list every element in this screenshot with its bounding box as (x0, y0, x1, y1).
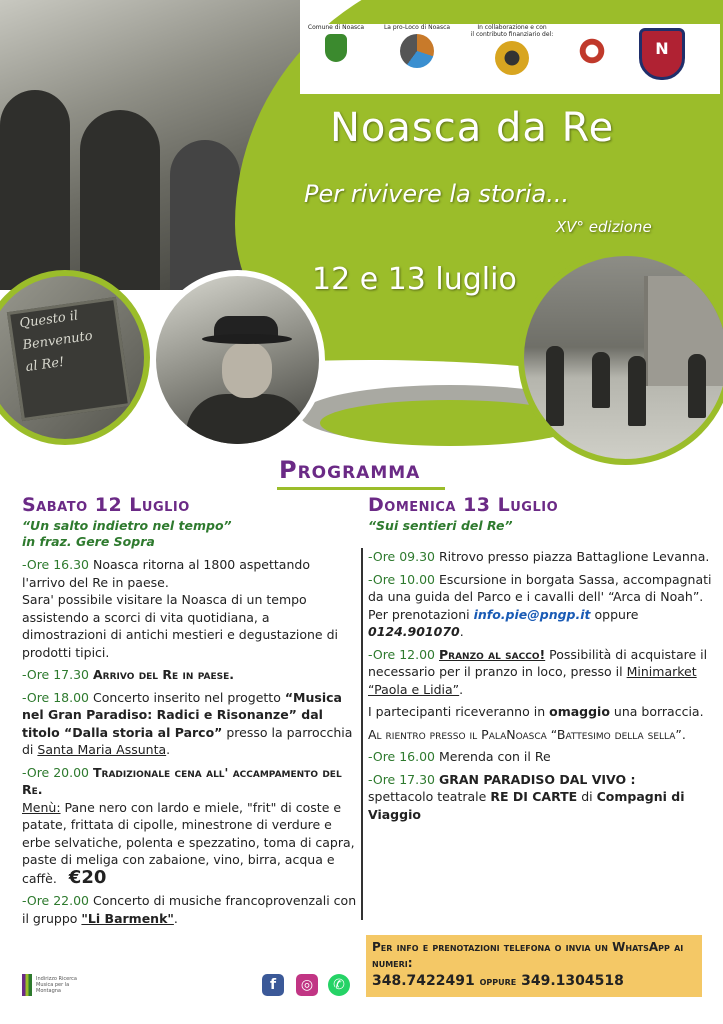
logo-caption: In collaborazione e con il contributo finanziario del: (470, 24, 554, 38)
person-silhouette (628, 356, 646, 426)
info-box (366, 935, 702, 997)
event-title: Noasca da Re (330, 105, 615, 151)
item-text: Tradizionale cena all' accampamento del Re. (22, 764, 342, 797)
item-text: Ritrovo presso piazza Battaglione Levanna. (439, 549, 710, 564)
punctuation: . (166, 742, 171, 757)
rose-emblem-icon (575, 34, 609, 68)
item-text: Arrivo del Re in paese. (93, 667, 235, 682)
company-name: Compagni di Viaggio (368, 789, 685, 822)
item-time: -Ore 18.00 (22, 689, 90, 705)
sunday-theme: “Sui sentieri del Re” (368, 518, 513, 533)
logo-parco (462, 24, 562, 75)
heading-underline (277, 487, 445, 490)
gift-word: omaggio (549, 704, 610, 719)
programma-heading: Programma (279, 456, 421, 484)
lunch-title: Pranzo al sacco! (439, 646, 546, 662)
item-text: I partecipanti riceveranno in (368, 704, 546, 719)
shop-name: Minimarket “Paola e Lidia” (368, 664, 697, 697)
item-text: spettacolo teatrale (368, 789, 487, 804)
punctuation: . (459, 681, 464, 697)
menu-item (22, 799, 357, 888)
item-text: Concerto inserito nel progetto (93, 689, 281, 705)
person-silhouette (546, 346, 564, 426)
phone-number[interactable]: 348.7422491 (372, 973, 475, 989)
shield-n-icon: N (639, 28, 685, 80)
person-silhouette (592, 352, 610, 408)
person-silhouette (688, 354, 706, 418)
item-time: -Ore 20.00 (22, 764, 90, 780)
info-phones (372, 971, 696, 991)
schedule-item (22, 666, 357, 684)
instagram-icon[interactable]: ◎ (296, 974, 318, 996)
concert-title: “Musica nel Gran Paradiso: Radici e Risonanze” dal titolo “Dalla storia al Parco” (22, 689, 342, 740)
item-text: Sara' possibile visitare la Noasca di un tempo assistendo a scorci di vita quotidiana, a dimostrazioni di antichi mestieri e degustazione di prodotti tipici. (22, 592, 338, 660)
item-text: Possibilità di acquistare il necessario per il pranzo in loco, presso il (368, 646, 708, 679)
item-time: -Ore 17.30 (368, 771, 436, 787)
schedule-item (22, 689, 357, 759)
schedule-item (368, 571, 716, 641)
schedule-item (368, 646, 716, 699)
item-text: Merenda con il Re (439, 749, 551, 764)
building (644, 276, 723, 386)
king-face (222, 342, 272, 398)
municipal-crest-icon (325, 34, 347, 62)
schedule-note (368, 726, 716, 744)
item-time: -Ore 16.30 (22, 557, 90, 572)
event-edition: XV° edizione (556, 218, 652, 236)
band-name: "Li Barmenk" (81, 910, 174, 926)
logo-proloco (382, 24, 452, 68)
figure-silhouette (170, 140, 240, 290)
item-time: -Ore 22.00 (22, 893, 90, 908)
facebook-icon[interactable]: f (262, 974, 284, 996)
item-text: Concerto di musiche francoprovenzali con il gruppo (22, 893, 357, 926)
menu-text: Pane nero con lardo e miele, "frit" di coste e patate, frittata di cipolle, minestrone di verdure e erbe selvatiche, polenta e spezzatino, toma di capra, paste di meliga con zabaione, vino, birra, acqua e caffè. (22, 799, 355, 886)
board-line: Questo il (18, 308, 80, 332)
saturday-location: in fraz. Gere Sopra (22, 534, 155, 549)
schedule-note (368, 703, 716, 721)
sponsor-logos (300, 24, 720, 94)
figure-silhouette (80, 110, 160, 290)
footer-logo-text: Indirizzo Ricerca Musica per la Montagna (36, 976, 77, 994)
logo-bars-icon (22, 974, 32, 996)
schedule-item (22, 556, 357, 661)
item-text: oppure (594, 606, 639, 622)
punctuation: . (459, 624, 464, 639)
item-time: -Ore 09.30 (368, 549, 436, 564)
show-title: RE DI CARTE (490, 789, 578, 804)
info-text: Per info e prenotazioni telefona o invia un WhatsApp ai numeri: (372, 940, 684, 970)
logo-caption: Comune di Noasca (307, 24, 365, 31)
booking-email-link[interactable]: info.pie@pngp.it (473, 606, 591, 622)
info-or: oppure (479, 974, 517, 988)
item-text: Noasca ritorna al 1800 aspettando l'arrivo del Re in paese. (22, 557, 310, 590)
logo-rose (572, 24, 612, 68)
sunday-column (368, 492, 716, 823)
menu-label: Menù: (22, 799, 61, 815)
saturday-theme: “Un salto indietro nel tempo” (22, 518, 232, 533)
show-series: GRAN PARADISO DAL VIVO : (439, 771, 636, 787)
venue-name: Santa Maria Assunta (37, 742, 167, 757)
schedule-item (368, 771, 716, 824)
footer-logo (22, 970, 82, 1000)
logo-caption: La pro-Loco di Noasca (383, 24, 451, 31)
item-time: -Ore 10.00 (368, 571, 436, 587)
saturday-title: Sabato 12 Luglio (22, 494, 190, 516)
booking-phone: 0124.901070 (368, 624, 460, 639)
logo-comune (306, 24, 366, 62)
whatsapp-icon[interactable]: ✆ (328, 974, 350, 996)
king-portrait-photo (150, 270, 325, 450)
item-text: Per prenotazioni (368, 606, 470, 622)
item-text: Al rientro presso il PalaNoasca “Battesimo della sella”. (368, 726, 686, 742)
item-time: -Ore 16.00 (368, 749, 436, 764)
item-text: presso la parrocchia di (22, 724, 353, 757)
item-text: una borraccia. (613, 704, 704, 719)
event-subtitle: Per rivivere la storia... (304, 180, 570, 208)
item-text: Escursione in borgata Sassa, accompagnati da una guida del Parco e i cavalli dell' “Arca di Noah”. (368, 571, 712, 604)
proloco-emblem-icon (400, 34, 434, 68)
logo-shield (634, 24, 690, 80)
figure-silhouette (0, 90, 70, 290)
saturday-column (22, 492, 357, 927)
village-street-photo (518, 250, 723, 465)
column-divider (361, 548, 363, 920)
board-line: Benvenuto (21, 328, 94, 354)
phone-number[interactable]: 349.1304518 (521, 973, 624, 989)
gran-paradiso-park-icon (495, 41, 529, 75)
event-dates: 12 e 13 luglio (312, 262, 517, 297)
chalkboard (7, 297, 131, 421)
schedule-item (368, 548, 716, 566)
king-hat-brim (202, 334, 292, 344)
item-time: -Ore 17.30 (22, 667, 90, 682)
hero-section (0, 0, 723, 470)
king-body (186, 394, 306, 450)
menu-price: €20 (68, 866, 107, 888)
schedule-item (368, 748, 716, 766)
schedule-item (22, 764, 357, 799)
sunday-title: Domenica 13 Luglio (368, 494, 559, 516)
item-text: di (581, 789, 593, 804)
item-time: -Ore 12.00 (368, 646, 436, 662)
board-line: al Re! (24, 354, 66, 376)
schedule-item (22, 892, 357, 927)
punctuation: . (173, 910, 178, 926)
